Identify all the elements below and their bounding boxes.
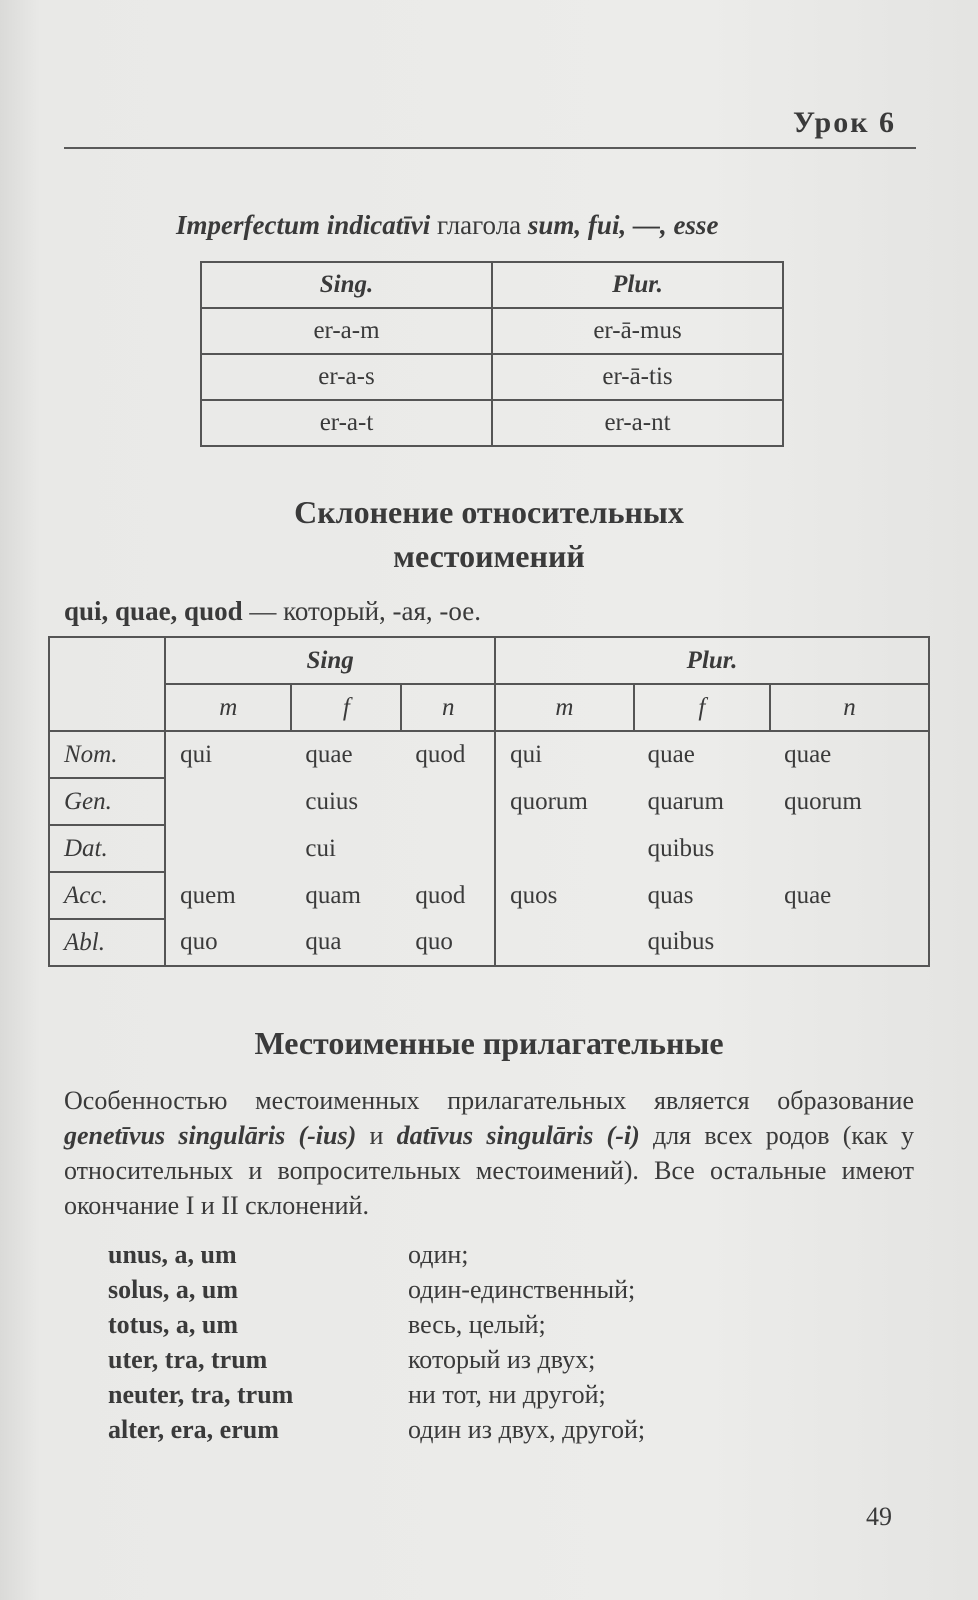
section-title-relative-pronouns [0,490,978,578]
form-cell [401,778,495,825]
latin-word: alter, era, erum [108,1415,279,1444]
table2-caption [64,596,481,627]
declension-table [48,636,930,967]
case-label: Acc. [49,872,165,919]
form-cell: quos [495,872,634,919]
vocabulary-item [108,1412,645,1447]
latin-word: totus, a, um [108,1310,239,1339]
form-cell: quae [770,872,929,919]
table-cell: er-a-t [201,400,492,446]
latin-word: uter, tra, trum [108,1345,268,1374]
form-cell: quod [401,731,495,778]
column-header: Sing. [201,262,492,308]
form-cell: quarum [647,787,724,815]
table-cell: er-a-nt [492,400,783,446]
russian-translation: который из двух; [408,1345,596,1374]
caption-latin: qui, quae, quod [64,596,243,626]
form-cell: quo [401,919,495,966]
form-cell: quam [305,881,361,909]
group-header-plur: Plur. [495,637,929,684]
latin-word: unus, a, um [108,1240,237,1269]
form-cell: quo [165,919,291,966]
running-header: Урок 6 [792,106,896,139]
form-cell: qua [291,919,401,966]
form-cell [495,919,634,966]
paragraph-part: datīvus singulāris (-i) [396,1121,640,1150]
form-cell [495,825,634,872]
latin-word: neuter, tra, trum [108,1380,294,1409]
paragraph-part: для всех родов (как у относительных и вопросительных местоимений). Все остальные имеют окончание I и II склонений. [64,1121,914,1220]
form-cell: quibus [634,919,770,966]
table-cell: er-ā-tis [492,354,783,400]
paragraph-part: Особенностью местоименных прилагательных является образование [64,1086,914,1115]
latin-word: solus, a, um [108,1275,239,1304]
form-cell: quas [647,881,694,909]
form-cell: qui [495,731,634,778]
caption-part: sum, fui, —, esse [527,210,719,240]
caption-translation: — который, -ая, -ое. [242,596,481,626]
gender-header: n [401,684,495,731]
caption-part: глагола [430,210,528,240]
table-row [201,308,783,354]
russian-translation: один-единственный; [408,1275,636,1304]
form-cell: quae [770,731,929,778]
vocabulary-item [108,1307,645,1342]
declension-row [49,872,929,919]
russian-translation: один из двух, другой; [408,1415,646,1444]
paragraph-part: genetīvus singulāris (-ius) [64,1121,357,1150]
russian-translation: весь, целый; [408,1310,546,1339]
vocabulary-item [108,1377,645,1412]
form-cell: cuius [305,787,359,815]
form-cell: quorum [770,778,929,825]
form-cell: quod [401,872,495,919]
declension-row [49,778,929,825]
form-cell [770,919,929,966]
form-cell [165,825,291,872]
gender-header: n [770,684,929,731]
imperfect-table [200,261,784,447]
vocabulary-item [108,1342,645,1377]
page-number: 49 [866,1502,892,1531]
section-title-line2: местоимений [393,538,585,574]
explanation-paragraph [64,1083,914,1223]
gender-header: m [165,684,291,731]
column-header: Plur. [492,262,783,308]
gender-header: f [634,684,770,731]
empty-corner-cell [49,637,165,731]
form-cell: quae [305,741,353,768]
declension-row [49,919,929,966]
form-cell: cui [305,834,336,862]
form-cell [770,825,929,872]
form-cell: quorum [495,778,634,825]
declension-row [49,825,929,872]
section-title-pronominal-adjectives: Местоименные прилагательные [254,1025,724,1061]
case-label: Abl. [49,919,165,966]
group-header-sing: Sing [165,637,495,684]
declension-row [49,731,929,778]
form-cell: quem [165,872,291,919]
table1-caption [176,210,718,241]
form-cell: qui [165,731,291,778]
case-label: Gen. [49,778,165,825]
table-cell: er-a-s [201,354,492,400]
form-cell: quae [647,741,695,768]
group-header-row [49,637,929,684]
header-rule [64,147,916,149]
section-title-line1: Склонение относительных [294,494,684,530]
table-cell: er-ā-mus [492,308,783,354]
russian-translation: ни тот, ни другой; [408,1380,606,1409]
form-cell [165,778,291,825]
gender-header-row [49,684,929,731]
table-row [201,400,783,446]
table-cell: er-a-m [201,308,492,354]
case-label: Nom. [49,731,165,778]
table-header-row [201,262,783,308]
caption-part: Imperfectum indicatīvi [176,210,431,240]
form-cell: quibus [647,834,715,862]
russian-translation: один; [408,1240,469,1269]
gender-header: m [495,684,634,731]
paragraph-part: и [356,1121,397,1150]
form-cell [401,825,495,872]
table-row [201,354,783,400]
case-label: Dat. [49,825,165,872]
gender-header: f [291,684,401,731]
vocabulary-item [108,1272,645,1307]
vocabulary-item [108,1237,645,1272]
vocabulary-list [108,1237,645,1447]
